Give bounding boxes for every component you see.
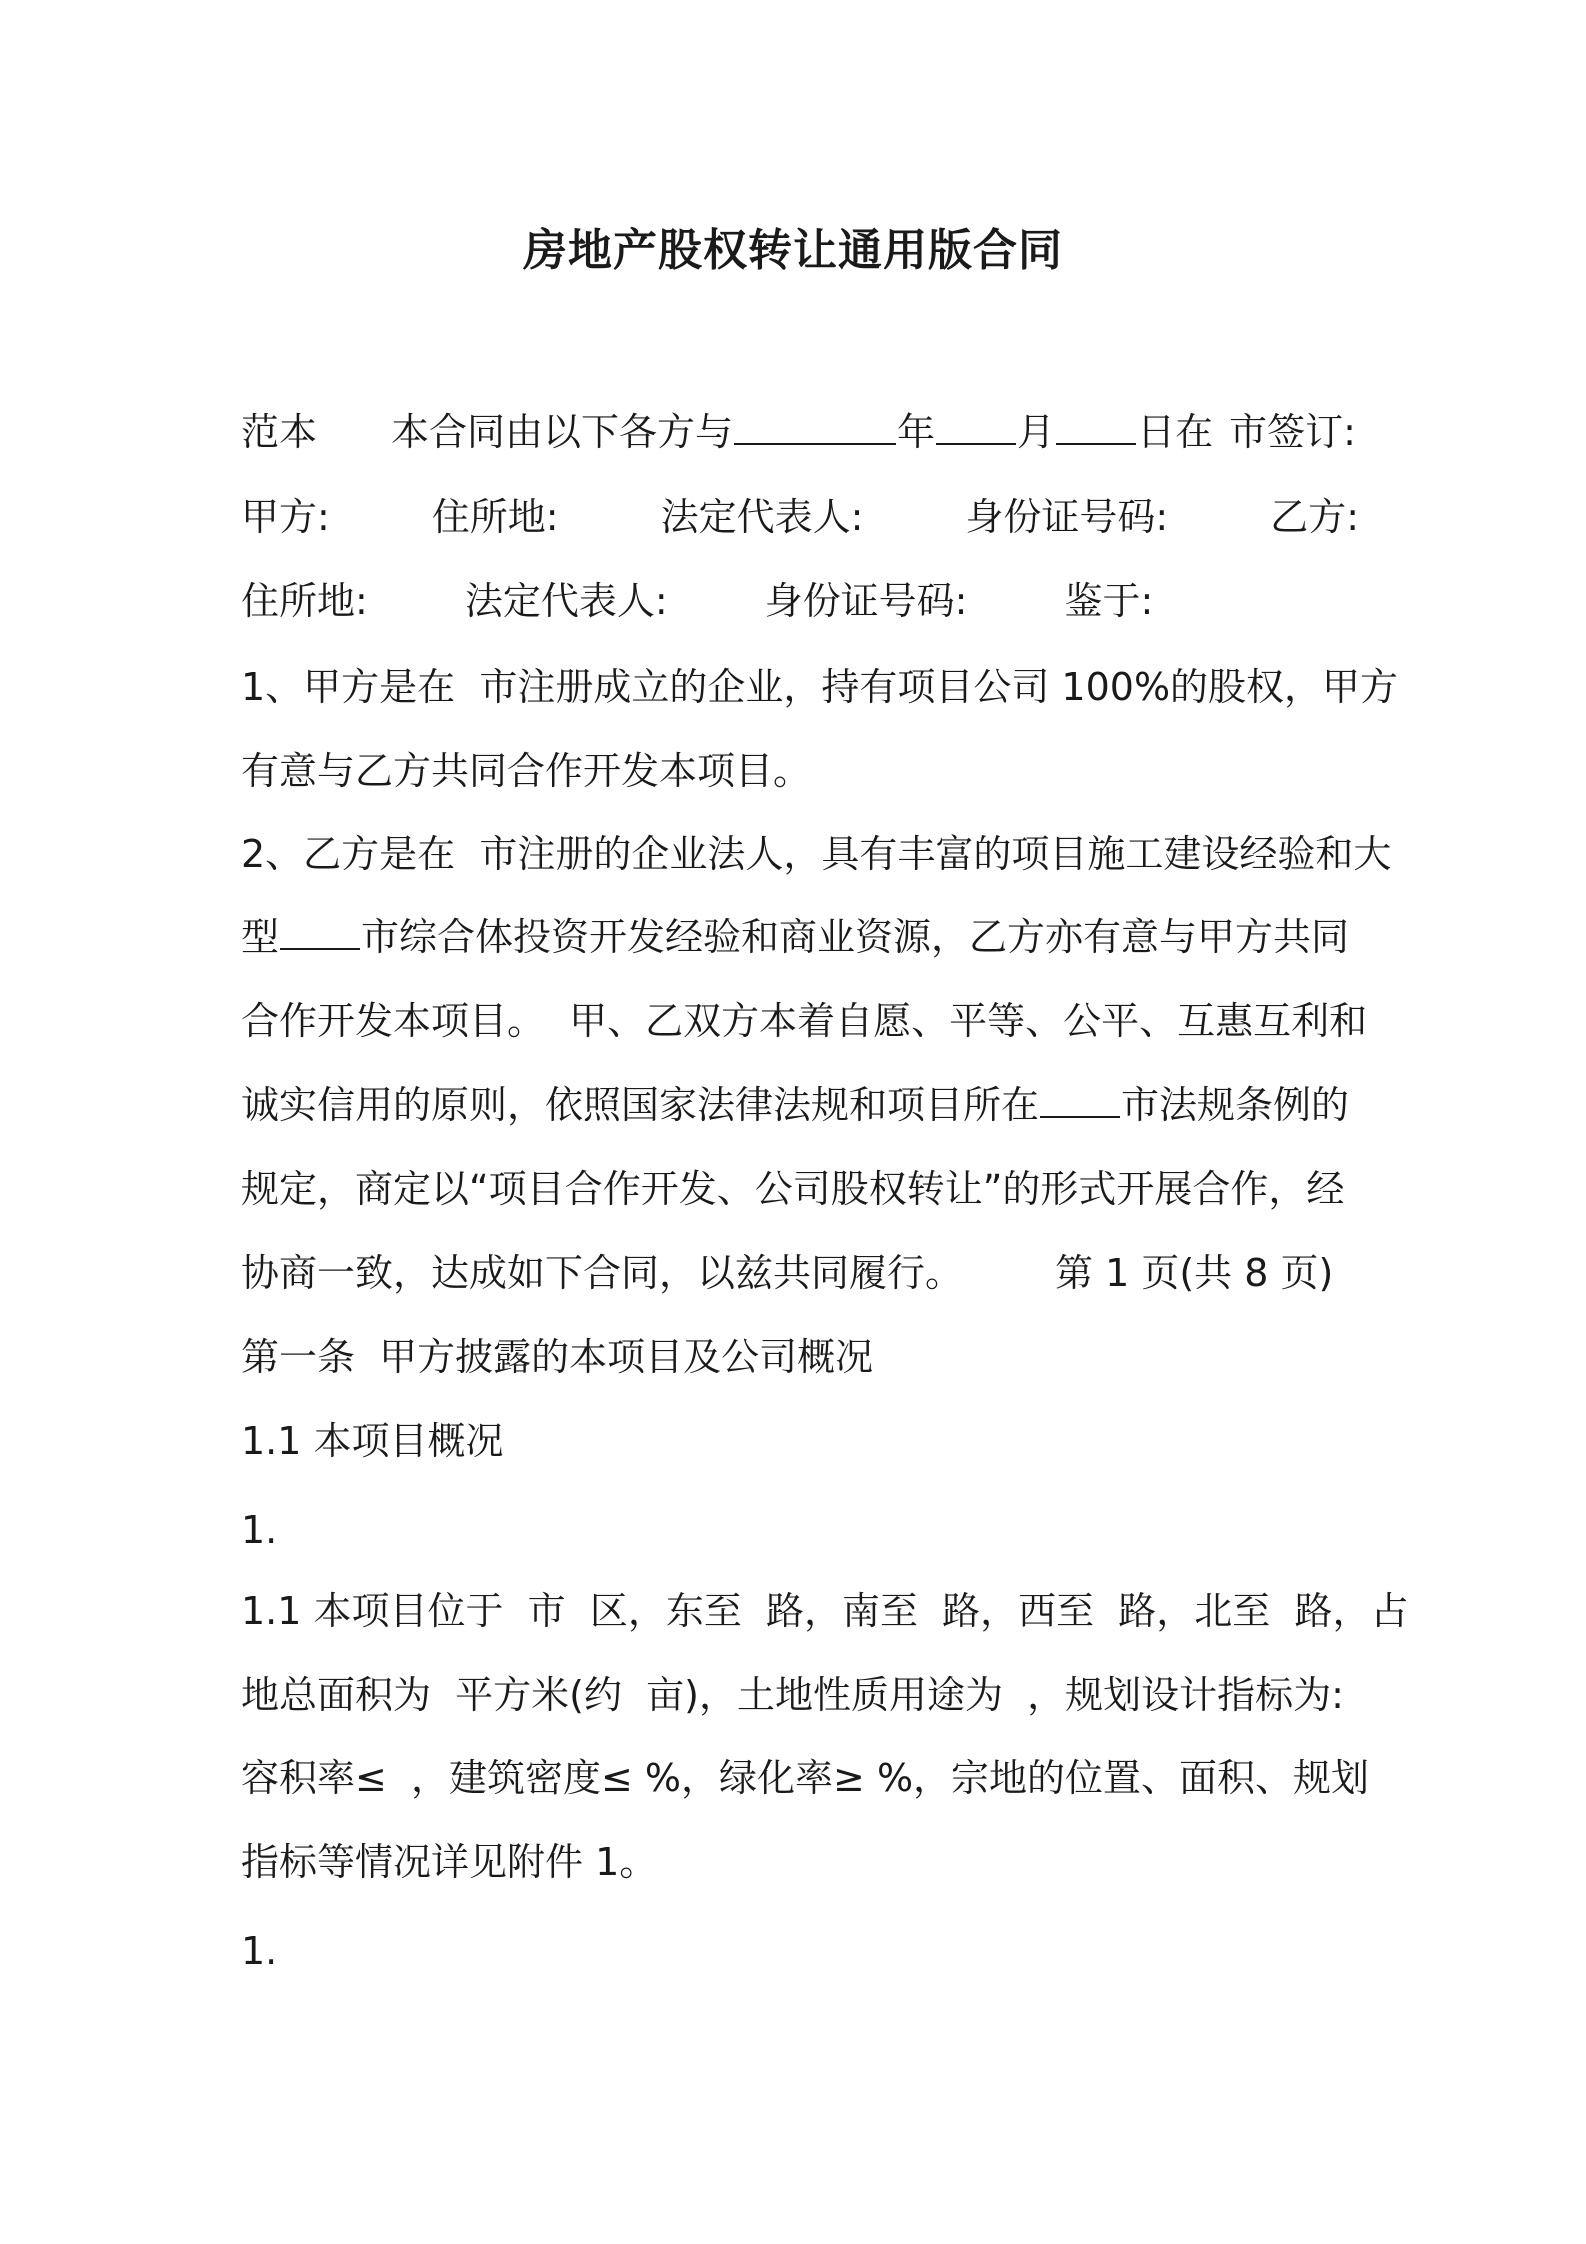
clause-1-1-line-4: 指标等情况详见附件 1。 [241, 1840, 658, 1884]
made-by-text: 本合同由以下各方与 [391, 410, 734, 454]
recital-2-line-2-prefix: 型 [241, 915, 280, 959]
party-a-legal-rep-label: 法定代表人: [660, 495, 864, 539]
whereas-label: 鉴于: [1064, 579, 1154, 623]
recital-2-line-4-prefix: 诚实信用的原则，依照国家法律法规和项目所在 [241, 1083, 1040, 1127]
party-b-label: 乙方: [1270, 495, 1359, 539]
recital-2-line-4-suffix: 市法规条例的 [1121, 1083, 1350, 1127]
party-b-address-label: 住所地: [241, 579, 368, 623]
party-b-id-label: 身份证号码: [764, 579, 968, 623]
parties-row-1 [241, 492, 1359, 542]
party-a-id-label: 身份证号码: [965, 495, 1169, 539]
recital-2-line-2-suffix: 市综合体投资开发经验和商业资源，乙方亦有意与甲方共同 [361, 915, 1350, 959]
month-blank [936, 409, 1016, 445]
city-blank-2 [1040, 1082, 1120, 1118]
day-blank [1056, 409, 1136, 445]
page-indicator: 第 1 页(共 8 页) [1055, 1251, 1334, 1295]
party-a-label: 甲方: [241, 495, 330, 539]
day-at-label: 日在 [1137, 410, 1214, 454]
recital-1-line-1: 1、甲方是在 市注册成立的企业，持有项目公司 100%的股权，甲方 [241, 665, 1399, 709]
party-a-address-label: 住所地: [431, 495, 559, 539]
clause-1-1-line-2: 地总面积为 平方米(约 亩)，土地性质用途为 ，规划设计指标为: [241, 1673, 1344, 1717]
parties-row-2 [241, 576, 1153, 626]
recital-1-line-2: 有意与乙方共同合作开发本项目。 [241, 749, 812, 793]
clause-1-1-line-3: 容积率≤ ，建筑密度≤ %，绿化率≥ %，宗地的位置、面积、规划 [241, 1756, 1370, 1800]
recital-2-line-6 [241, 1248, 1333, 1298]
year-label: 年 [897, 410, 936, 454]
recital-2-line-6-text: 协商一致，达成如下合同，以兹共同履行。 [241, 1251, 964, 1295]
city-blank-1 [280, 914, 360, 950]
recital-2-line-1: 2、乙方是在 市注册的企业法人，具有丰富的项目施工建设经验和大 [241, 832, 1392, 876]
fanben-label: 范本 [241, 410, 318, 454]
month-label: 月 [1017, 410, 1056, 454]
city-signed-label: 市签订: [1229, 410, 1356, 454]
item-number-a: 1. [241, 1508, 278, 1552]
intro-line [241, 407, 1356, 457]
party-b-legal-rep-label: 法定代表人: [464, 579, 668, 623]
document-title: 房地产股权转让通用版合同 [523, 225, 1063, 276]
item-number-b: 1. [241, 1929, 278, 1973]
recital-2-line-5: 规定，商定以“项目合作开发、公司股权转让”的形式开展合作，经 [241, 1167, 1345, 1211]
year-blank [734, 409, 896, 445]
recital-2-line-3: 合作开发本项目。 甲、乙双方本着自愿、平等、公平、互惠互利和 [241, 999, 1368, 1043]
section-1-1-heading: 1.1 本项目概况 [241, 1419, 504, 1463]
article-1-heading: 第一条 甲方披露的本项目及公司概况 [241, 1335, 874, 1379]
clause-1-1-line-1: 1.1 本项目位于 市 区，东至 路，南至 路，西至 路，北至 路，占 [241, 1589, 1409, 1633]
recital-2-line-4 [241, 1080, 1349, 1130]
recital-2-line-2 [241, 912, 1349, 962]
